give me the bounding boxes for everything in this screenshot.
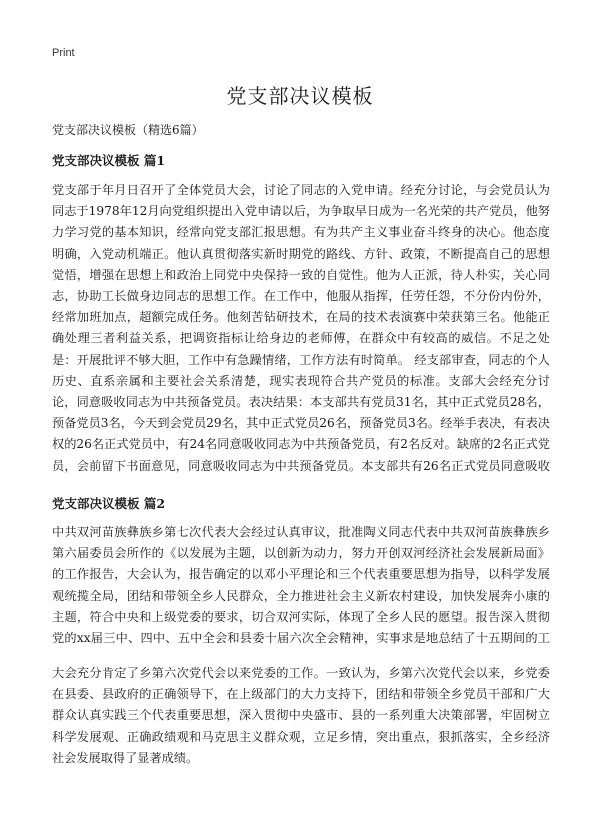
document-title: 党支部决议模板 (226, 84, 374, 108)
document-subtitle: 党支部决议模板（精选6篇） (52, 123, 204, 137)
section-heading-1: 党支部决议模板 篇1 (52, 153, 166, 168)
print-label[interactable]: Print (52, 47, 75, 59)
section-2-paragraph-1: 中共双河苗族彝族乡第七次代表大会经过认真审议，批准陶义同志代表中共双河苗族彝族乡第六届委员会所作的《以发展为主题，以创新为动力，努力开创双河经济社会发展新局面》的工作报告，大会认为，报告确定的以邓小平理论和三个代表重要思想为指导，以科学发展观统揽全局，团结和带领全乡人民群众，全力推进社会主义新农村建设，加快发展奔小康的主题，符合中央和上级党委的要求，切合双河实际，体现了全乡人民的愿望。报告深入贯彻党的xx届三中、四中、五中全会和县委十届六次全会精神，实事求是地总结了十五期间的工 (52, 525, 550, 646)
section-heading-2: 党支部决议模板 篇2 (52, 496, 166, 511)
section-2-paragraph-2: 大会充分肯定了乡第六次党代会以来党委的工作。一致认为，乡第六次党代会以来，乡党委在县委、县政府的正确领导下，在上级部门的大力支持下，团结和带领全乡党员干部和广大群众认真实践三个代表重要思想，深入贯彻中央盛市、县的一系列重大决策部署，牢固树立科学发展观、正确政绩观和马克思主义群众观，立足乡情，突出重点，狠抓落实，全乡经济社会发展取得了显著成绩。 (52, 666, 550, 765)
section-1-paragraph: 党支部于年月日召开了全体党员大会，讨论了同志的入党申请。经充分讨论，与会党员认为同志于1978年12月向党组织提出入党申请以后，为争取早日成为一名光荣的共产党员，他努力学习党的基本知识，经常向党支部汇报思想。有为共产主义事业奋斗终身的决心。他态度明确，入党动机端正。他认真贯彻落实新时期党的路线、方针、政策，不断提高自己的思想觉悟，增强在思想上和政治上同党中央保持一致的自觉性。他为人正派，待人朴实，关心同志，协助工长做身边同志的思想工作。在工作中，他服从指挥，任劳任怨，不分份内份外，经常加班加点，超额完成任务。他刻苦钻研技术，在局的技术表演赛中荣获第三名。他能正确处理三者利益关系，把调资指标让给身边的老师傅，在群众中有较高的威信。不足之处是：开展批评不够大胆，工作中有急躁情绪，工作方法有时简单。 经支部审查，同志的个人历史、直系亲属和主要社会关系清楚，现实表现符合共产党员的标准。支部大会经充分讨论，同意吸收同志为中共预备党员。表决结果：本支部共有党员31名，其中正式党员28名，预备党员3名，今天到会党员29名，其中正式党员26名，预备党员3名。经举手表决，有表决权的26名正式党员中，有24名同意吸收同志为中共预备党员，有2名反对。缺席的2名正式党员，会前留下书面意见，同意吸收同志为中共预备党员。本支部共有26名正式党员同意吸收 (52, 183, 550, 473)
